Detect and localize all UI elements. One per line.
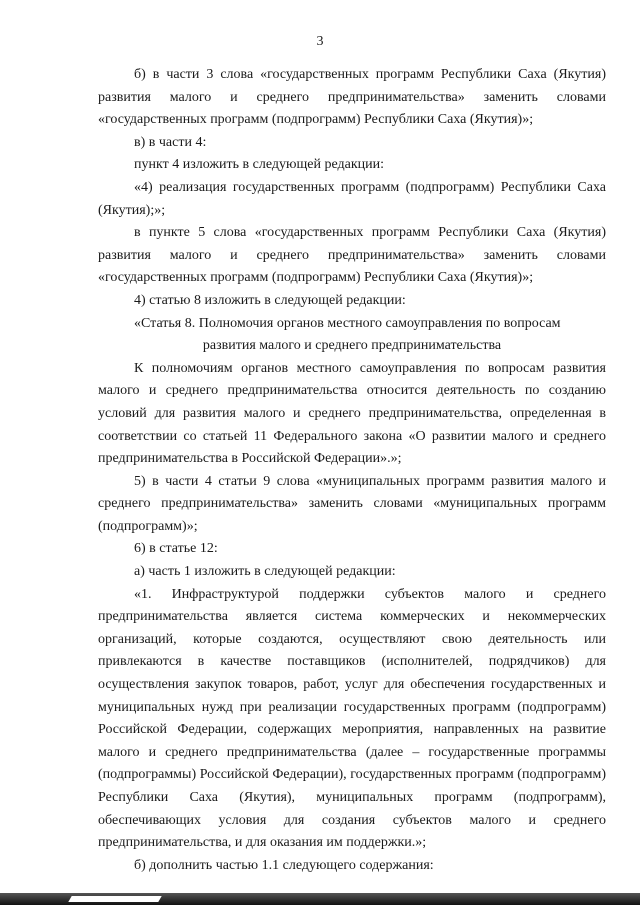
paragraph-point-4-text: «4) реализация государственных программ (подпрограмм) Республики Саха (Якутия);»;: [98, 179, 606, 218]
paragraph-point-4-intro: пункт 4 изложить в следующей редакции:: [134, 157, 384, 173]
document-body: [98, 64, 606, 877]
article-heading-line2: развития малого и среднего предпринимательства: [202, 338, 502, 354]
paragraph-article-12: 6) в статье 12:: [134, 541, 218, 557]
article-heading-line1: «Статья 8. Полномочия органов местного самоуправления по вопросам: [134, 315, 561, 331]
paragraph-part-1-intro: а) часть 1 изложить в следующей редакции:: [134, 564, 396, 580]
page-number: 3: [316, 34, 324, 49]
paragraph-article-8-intro: 4) статью 8 изложить в следующей редакции:: [134, 292, 406, 308]
paragraph-article-8-body: К полномочиям органов местного самоуправления по вопросам развития малого и среднего предпринимательства относится деятельность по созданию условий для развития малого и среднего предпринимательства, определенная в соответствии со статьей 11 Федерального закона «О развитии малого и среднего предпринимательства в Российской Федерации».»;: [98, 360, 606, 467]
scan-edge-gap: [68, 896, 161, 902]
paragraph-article-9-change: 5) в части 4 статьи 9 слова «муниципальных программ развития малого и среднего предпринимательства» заменить словами «муниципальных программ (подпрограмм)»;: [98, 473, 606, 534]
paragraph-3-change: б) в части 3 слова «государственных программ Республики Саха (Якутия) развития малого и среднего предпринимательства» заменить словами «государственных программ (подпрограмм) Республики Саха (Якутия)»;: [98, 67, 606, 128]
paragraph-part-1-text: «1. Инфраструктурой поддержки субъектов малого и среднего предпринимательства является система коммерческих и некоммерческих организаций, которые создаются, осуществляют свою деятельность или привлекаются в качестве поставщиков (исполнителей, подрядчиков) для осуществления закупок товаров, работ, услуг для обеспечения государственных и муниципальных нужд при реализации государственных программ (подпрограмм) Российской Федерации, содержащих мероприятия, направленных на развитие малого и среднего предпринимательства (далее – государственные программы (подпрограммы) Российской Федерации), государственных программ (подпрограмм) Республики Саха (Якутия), муниципальных программ (подпрограмм), обеспечивающих условия для создания субъектов малого и среднего предпринимательства, и для оказания им поддержки.»;: [98, 586, 606, 851]
paragraph-point-5-change: в пункте 5 слова «государственных программ Республики Саха (Якутия) развития малого и среднего предпринимательства» заменить словами «государственных программ (подпрограмм) Республики Саха (Якутия)»;: [98, 225, 606, 286]
paragraph-part-4: в) в части 4:: [134, 134, 207, 150]
paragraph-part-1-1-intro: б) дополнить частью 1.1 следующего содержания:: [134, 857, 434, 873]
